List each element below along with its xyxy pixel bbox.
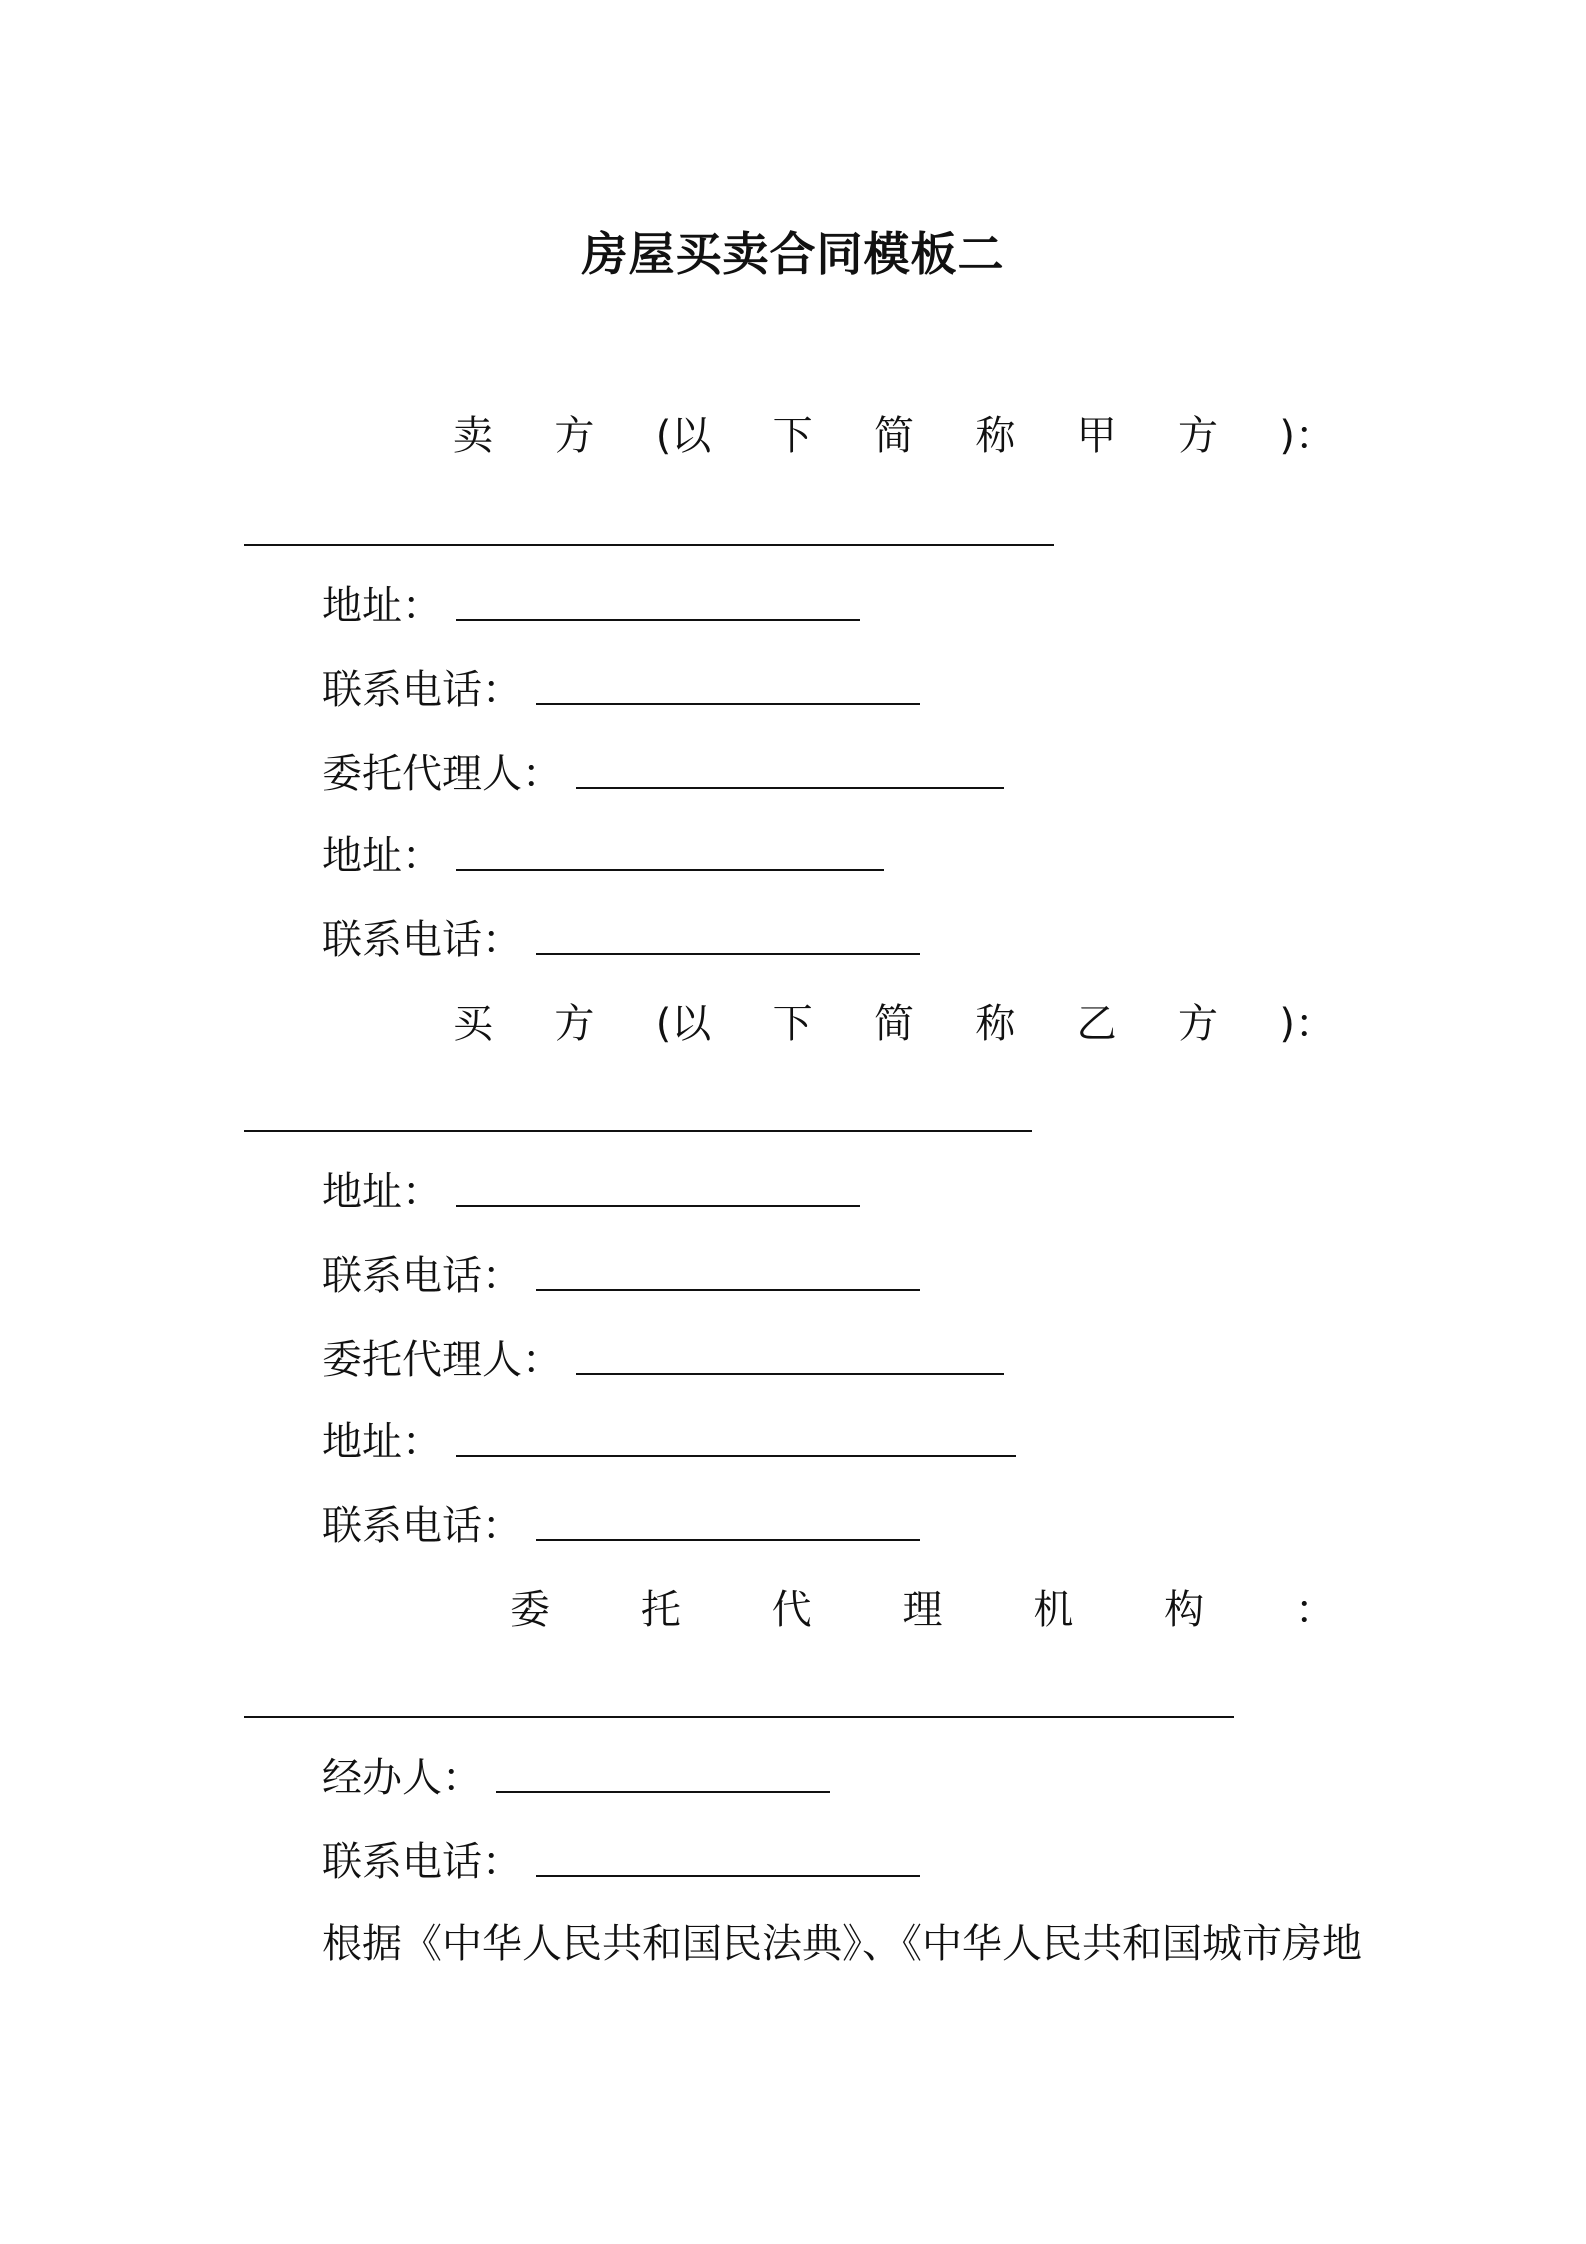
buyer-phone-field: [322, 1250, 920, 1302]
seller-heading-char: 简: [873, 413, 914, 459]
buyer-heading-char: 买: [453, 1001, 493, 1047]
seller-agent-address-blank[interactable]: [456, 869, 884, 871]
seller-agent-phone-blank[interactable]: [536, 953, 920, 955]
field-label: 联系电话：: [322, 1253, 522, 1299]
agency-phone-blank[interactable]: [536, 1875, 920, 1877]
field-label: 地址：: [322, 1419, 442, 1465]
seller-heading-char: 方: [554, 413, 595, 459]
agency-heading-char: 代: [771, 1587, 812, 1633]
buyer-heading-char: 方: [1178, 1001, 1219, 1047]
buyer-phone-blank[interactable]: [536, 1289, 920, 1291]
seller-agent-field: [322, 748, 1004, 800]
seller-heading-char: )：: [1279, 413, 1335, 459]
seller-address-blank[interactable]: [456, 619, 860, 621]
agency-heading-char: 机: [1033, 1587, 1074, 1633]
field-label: 联系电话：: [322, 1839, 522, 1885]
agency-handler-blank[interactable]: [496, 1791, 830, 1793]
seller-name-blank[interactable]: [244, 544, 1054, 546]
buyer-address-field: [322, 1166, 860, 1218]
buyer-heading-char: 称: [975, 1001, 1016, 1047]
seller-phone-blank[interactable]: [536, 703, 920, 705]
seller-address-field: [322, 580, 860, 632]
agency-name-blank[interactable]: [244, 1716, 1234, 1718]
seller-agent-address-field: [322, 830, 884, 882]
buyer-name-blank[interactable]: [244, 1130, 1032, 1132]
agency-heading-char: 托: [640, 1587, 681, 1633]
field-label: 地址：: [322, 583, 442, 629]
seller-heading-char: 卖: [453, 413, 493, 459]
field-label: 联系电话：: [322, 667, 522, 713]
seller-heading: [453, 410, 1335, 462]
buyer-address-blank[interactable]: [456, 1205, 860, 1207]
field-label: 联系电话：: [322, 917, 522, 963]
agency-handler-field: [322, 1752, 830, 1804]
agency-phone-field: [322, 1836, 920, 1888]
buyer-heading: [453, 998, 1335, 1050]
field-label: 委托代理人：: [322, 1337, 562, 1383]
agency-heading-char: ：: [1294, 1587, 1335, 1633]
buyer-agent-address-blank[interactable]: [456, 1455, 1016, 1457]
buyer-agent-phone-blank[interactable]: [536, 1539, 920, 1541]
field-label: 联系电话：: [322, 1503, 522, 1549]
agency-heading-char: 委: [510, 1587, 550, 1633]
buyer-heading-char: (以: [655, 1001, 712, 1047]
seller-heading-char: 称: [975, 413, 1016, 459]
agency-heading: [510, 1584, 1335, 1636]
seller-phone-field: [322, 664, 920, 716]
buyer-agent-blank[interactable]: [576, 1373, 1004, 1375]
buyer-agent-phone-field: [322, 1500, 920, 1552]
field-label: 经办人：: [322, 1755, 482, 1801]
buyer-heading-char: 下: [772, 1001, 813, 1047]
field-label: 委托代理人：: [322, 751, 562, 797]
seller-heading-char: 下: [772, 413, 813, 459]
seller-agent-phone-field: [322, 914, 920, 966]
buyer-heading-char: 简: [873, 1001, 914, 1047]
field-label: 地址：: [322, 833, 442, 879]
intro-paragraph: 根据《中华人民共和国民法典》、《中华人民共和国城市房地: [322, 1921, 1362, 1967]
agency-heading-char: 理: [902, 1587, 943, 1633]
buyer-agent-field: [322, 1334, 1004, 1386]
field-label: 地址：: [322, 1169, 442, 1215]
document-title: 房屋买卖合同模板二: [581, 227, 1005, 281]
seller-heading-char: (以: [655, 413, 712, 459]
buyer-heading-char: )：: [1279, 1001, 1335, 1047]
seller-agent-blank[interactable]: [576, 787, 1004, 789]
buyer-agent-address-field: [322, 1416, 1016, 1468]
seller-heading-char: 方: [1178, 413, 1219, 459]
buyer-heading-char: 乙: [1076, 1001, 1117, 1047]
buyer-heading-char: 方: [554, 1001, 595, 1047]
agency-heading-char: 构: [1164, 1587, 1205, 1633]
seller-heading-char: 甲: [1076, 413, 1117, 459]
